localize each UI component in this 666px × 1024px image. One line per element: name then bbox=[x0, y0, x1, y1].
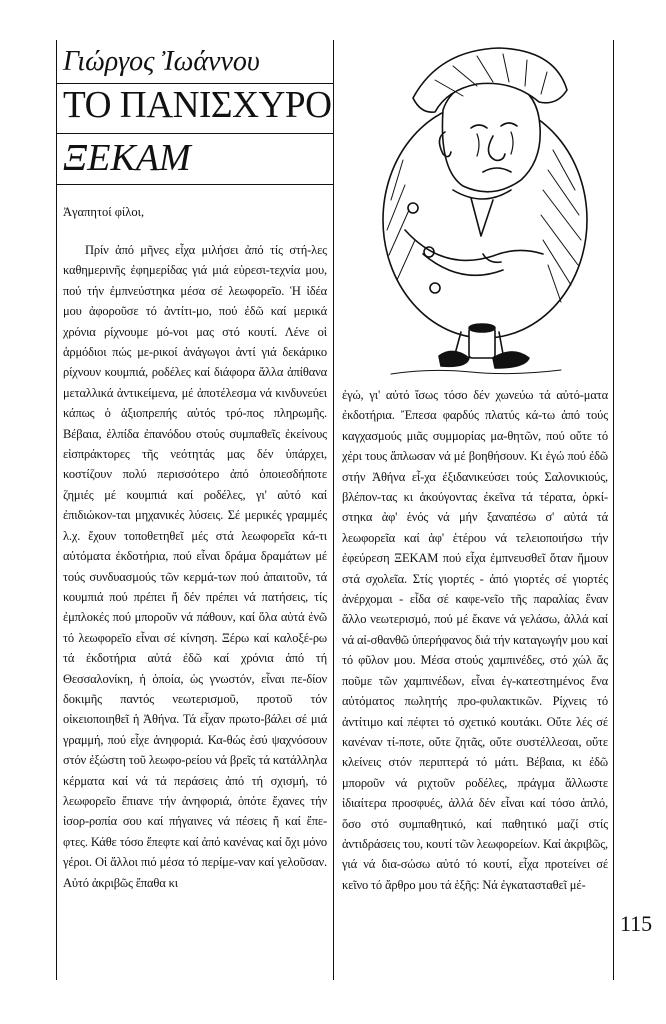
right-column-paragraph: ἐγώ, γι' αὐτό ἴσως τόσο δέν χωνεύω τά αὐτό-ματα ἐκδοτήρια. Ἔπεσα φαρδύς πλατύς κά-τω ἀπό τούς καγχασμούς μιᾶς συμμορίας μα-θητῶν, πού οὔτε τό χέρι τους ἅπλωσαν νά μέ βοηθήσουν. Κι ἐγώ πού ἐδῶ στήν Ἀθήνα εἶ-χα ἐξιδανικεύσει τούς Σαλονικιούς, βλέπον-τας κι ἀκούγοντας ἐκεῖνα τά τέρατα, ὁρκί-στηκα ἀφ' ἑνός νά μήν ξαναπέσω σ' αὐτά τά λεωφορεῖα καί ἀφ' ἑτέρου νά τελειοποιήσω τήν ἐφεύρεση ΞΕΚΑΜ πού εἶχα ἐμπνευσθεῖ ὅταν ἤμουν στά σχολεῖα. Στίς γιορτές - ἀπό γιορτές σέ γιορτές ἀνέρχομαι - εἶδα σέ καφε-νεῖο τῆς παραλίας ἕναν ἄλλο νεωτερισμό, πού μέ ἔκανε νά γελάσω, ἀλλά καί νά αἰ-σθανθῶ ὑπερήφανος διά τήν καταγωγήν μου καί τό φῦλον μου. Μέσα στούς χαμπινέδες, στό χώλ ἄς ποῦμε τῶν χαμπινέδων, εἶναι ἐγ-κατεστημένος ἕνα αὐτόματος πωλητής προ-φυλακτικῶν. Ρίχνεις τό ἀντίτιμο καί πέφτει τό σχετικό κουτάκι. Οὔτε λές σέ κανέναν τί-ποτε, οὔτε ζητᾶς, οὔτε συστέλλεσαι, οὔτε κλείνεις στόν περιπτερά τό μάτι. Βέβαια, κι ἐδῶ μποροῦν νά ριχτοῦν ροδέλες, πράγμα ἄλλωστε ἰδιαίτερα προσφυές, ἀλλά δέν εἶναι καί τόσο ἁπλό, ὅσο στό συμπαθητικό, καί παθητικό μαζί στίς ἀντιδράσεις του, κουτί τῶν λεωφορείων. Καί ἀκριβῶς, γιά νά δια-σώσω αὐτό τό κουτί, εἶχα προτείνει σέ κεῖνο τό ἄρθρο μου τά ἑξῆς: Νά ἐγκατασταθεῖ μέ- bbox=[342, 388, 608, 892]
author-name: Γιώργος Ἰωάννου bbox=[63, 46, 260, 77]
article-title-line-1: ΤΟ ΠΑΝΙΣΧΥΡΟ bbox=[63, 84, 332, 126]
right-vertical-rule bbox=[613, 40, 614, 980]
page-number: 115 bbox=[620, 911, 653, 936]
article-title-line-2: ΞΕΚΑΜ bbox=[63, 137, 191, 179]
left-column-text bbox=[63, 240, 327, 893]
weeping-man-illustration bbox=[343, 40, 613, 380]
right-column-text bbox=[342, 385, 608, 895]
left-vertical-rule bbox=[56, 40, 57, 980]
header-rule-2 bbox=[56, 133, 333, 134]
left-column-paragraph: Πρίν ἀπό μῆνες εἶχα μιλήσει ἀπό τίς στή-λες καθημερινῆς ἐφημερίδας γιά μιά εὑρεσι-τεχνία μου, πού τήν ἐμπνεύστηκα μέσα σέ λεωφορεῖο. Ἡ ἰδέα μου ἀφοροῦσε τό ἀντίτι-μο, πού ἐδῶ καί μερικά χρόνια ρίχνουμε μό-νοι μας στό κουτί. Λένε οἱ ἁρμόδιοι πώς με-ρικοί ἀνάγωγοι ἀντί γιά δεκάρικο ρίχνουν κουμπιά, ροδέλες καί διάφορα ἄλλα ἀπίθανα μεταλλικά ἀντικείμενα, μέ ἀποτέλεσμα νά κινδυνεύει κάπως ὁ ἀξιοπρεπής αὐτός τρό-πος πληρωμῆς. Βέβαια, ἐλπίδα ἐπανόδου στούς συμπαθεῖς ἐκείνους εἰσπράκτορες τῆς νεότητάς μας δέν ὑπάρχει, κοστίζουν πολύ περισσότερο ἀπό ὁποιεσδήποτε ζημιές μέ κουμπιά καί ροδέλες, γι' αὐτό καί ἐπιδιώκον-ται μηχανικές λύσεις. Σέ μερικές γραμμές λ.χ. ἔχουν τοποθετηθεῖ μές στά λεωφορεῖα κά-τι αὐτόματα ἐκδοτήρια, πού εἶναι δράμα δραμάτων μέ τούς συνδυασμούς τῶν κερμά-των πού ἀπαιτοῦν, τά κουμπιά πού πρέπει ἤ δέν πρέπει νά πατήσεις, τίς ἐμπλοκές πού μποροῦν νά πάθουν, καί ὅλα αὐτά ἐνῶ τό λεωφορεῖο εἶναι σέ κίνηση. Ξέρω καί καλοξέ-ρω τά ἐκδοτήρια αὐτά ἐδῶ καί χρόνια ἀπό τή Θεσσαλονίκη, ἡ ὁποία, ὡς γνωστόν, εἶναι πε-δίον δοκιμῆς παντός νεωτερισμοῦ, προτοῦ τόν οἰκειοποιηθεῖ ἡ Ἀθήνα. Τά εἶχαν πρωτο-βάλει σέ μιά γραμμή, πού εἶχε ἀνηφοριά. Κα-θώς ἐσύ ψαχνόσουν στόν ἐξώστη τοῦ λεωφο-ρείου νά βρεῖς τά κατάλληλα κέρματα καί νά τά περάσεις ἀπό τή σχισμή, τό λεωφορεῖο ἔπιανε τήν ἀνηφοριά, ὁπότε ἔχανες τήν ἰσορ-ροπία σου καί πήγαινες νά πέσεις ἤ καί ἔπε-φτες. Κάθε τόσο ἔπεφτε καί ἀπό κανένας καί ὄχι μόνο γέροι. Οἱ ἄλλοι πιό μέσα τό περίμε-ναν καί γελοῦσαν. Αὐτό ἀκριβῶς ἔπαθα κι bbox=[63, 243, 327, 890]
salutation: Ἀγαπητοί φίλοι, bbox=[63, 205, 145, 219]
center-vertical-rule bbox=[333, 40, 334, 980]
header-rule-3 bbox=[56, 184, 333, 185]
